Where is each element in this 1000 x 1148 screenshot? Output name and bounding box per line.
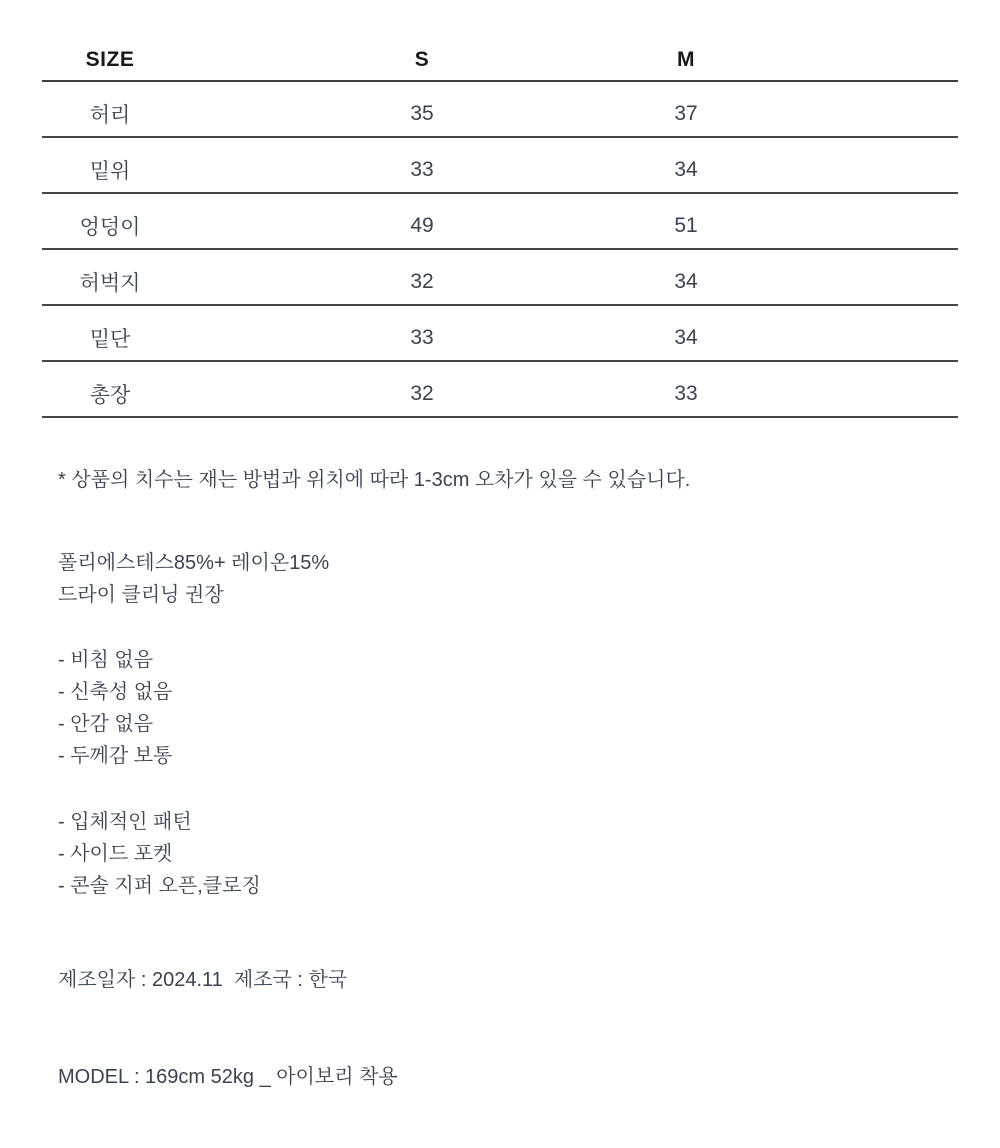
- table-row-rise: [42, 138, 958, 194]
- feature-item: - 안감 없음: [58, 713, 154, 735]
- column-header-size: SIZE: [85, 48, 135, 71]
- fabric-feature-list: [58, 644, 958, 772]
- row-label: 밑위: [89, 160, 131, 184]
- row-value-m: 37: [674, 102, 698, 126]
- size-table-header-row: [42, 40, 958, 82]
- row-label: 허리: [89, 104, 131, 128]
- row-value-m: 34: [674, 158, 698, 182]
- fabric-care-info: [58, 547, 958, 611]
- size-table: [42, 40, 958, 418]
- column-header-s: S: [414, 48, 430, 71]
- row-value-s: 33: [410, 326, 434, 350]
- row-value-s: 35: [410, 102, 434, 126]
- feature-item: - 입체적인 패턴: [58, 811, 192, 833]
- row-value-m: 33: [674, 382, 698, 406]
- care-instruction: 드라이 클리닝 권장: [58, 584, 224, 606]
- row-label: 총장: [89, 384, 131, 408]
- design-feature-list: [58, 806, 958, 902]
- row-value-m: 51: [674, 214, 698, 238]
- row-label: 허벅지: [79, 272, 141, 296]
- row-value-s: 49: [410, 214, 434, 238]
- feature-item: - 콘솔 지퍼 오픈,클로징: [58, 875, 261, 897]
- feature-item: - 신축성 없음: [58, 681, 173, 703]
- table-row-waist: [42, 82, 958, 138]
- column-header-m: M: [677, 48, 695, 71]
- table-row-thigh: [42, 250, 958, 306]
- row-value-m: 34: [674, 326, 698, 350]
- product-notes: [58, 404, 958, 1092]
- feature-item: - 두께감 보통: [58, 745, 173, 767]
- feature-item: - 사이드 포켓: [58, 843, 173, 865]
- row-value-s: 32: [410, 270, 434, 294]
- table-row-hip: [42, 194, 958, 250]
- row-label: 밑단: [89, 328, 131, 352]
- table-row-hem: [42, 306, 958, 362]
- row-value-m: 34: [674, 270, 698, 294]
- measurement-tolerance-note: * 상품의 치수는 재는 방법과 위치에 따라 1-3cm 오차가 있을 수 있습니다.: [58, 469, 691, 491]
- row-label: 엉덩이: [79, 216, 141, 240]
- fabric-composition: 폴리에스테스85%+ 레이온15%: [58, 552, 330, 574]
- row-value-s: 32: [410, 382, 434, 406]
- manufacture-info: 제조일자 : 2024.11 제조국 : 한국: [58, 969, 348, 991]
- model-info: MODEL : 169cm 52kg _ 아이보리 착용: [58, 1066, 398, 1088]
- feature-item: - 비침 없음: [58, 649, 154, 671]
- row-value-s: 33: [410, 158, 434, 182]
